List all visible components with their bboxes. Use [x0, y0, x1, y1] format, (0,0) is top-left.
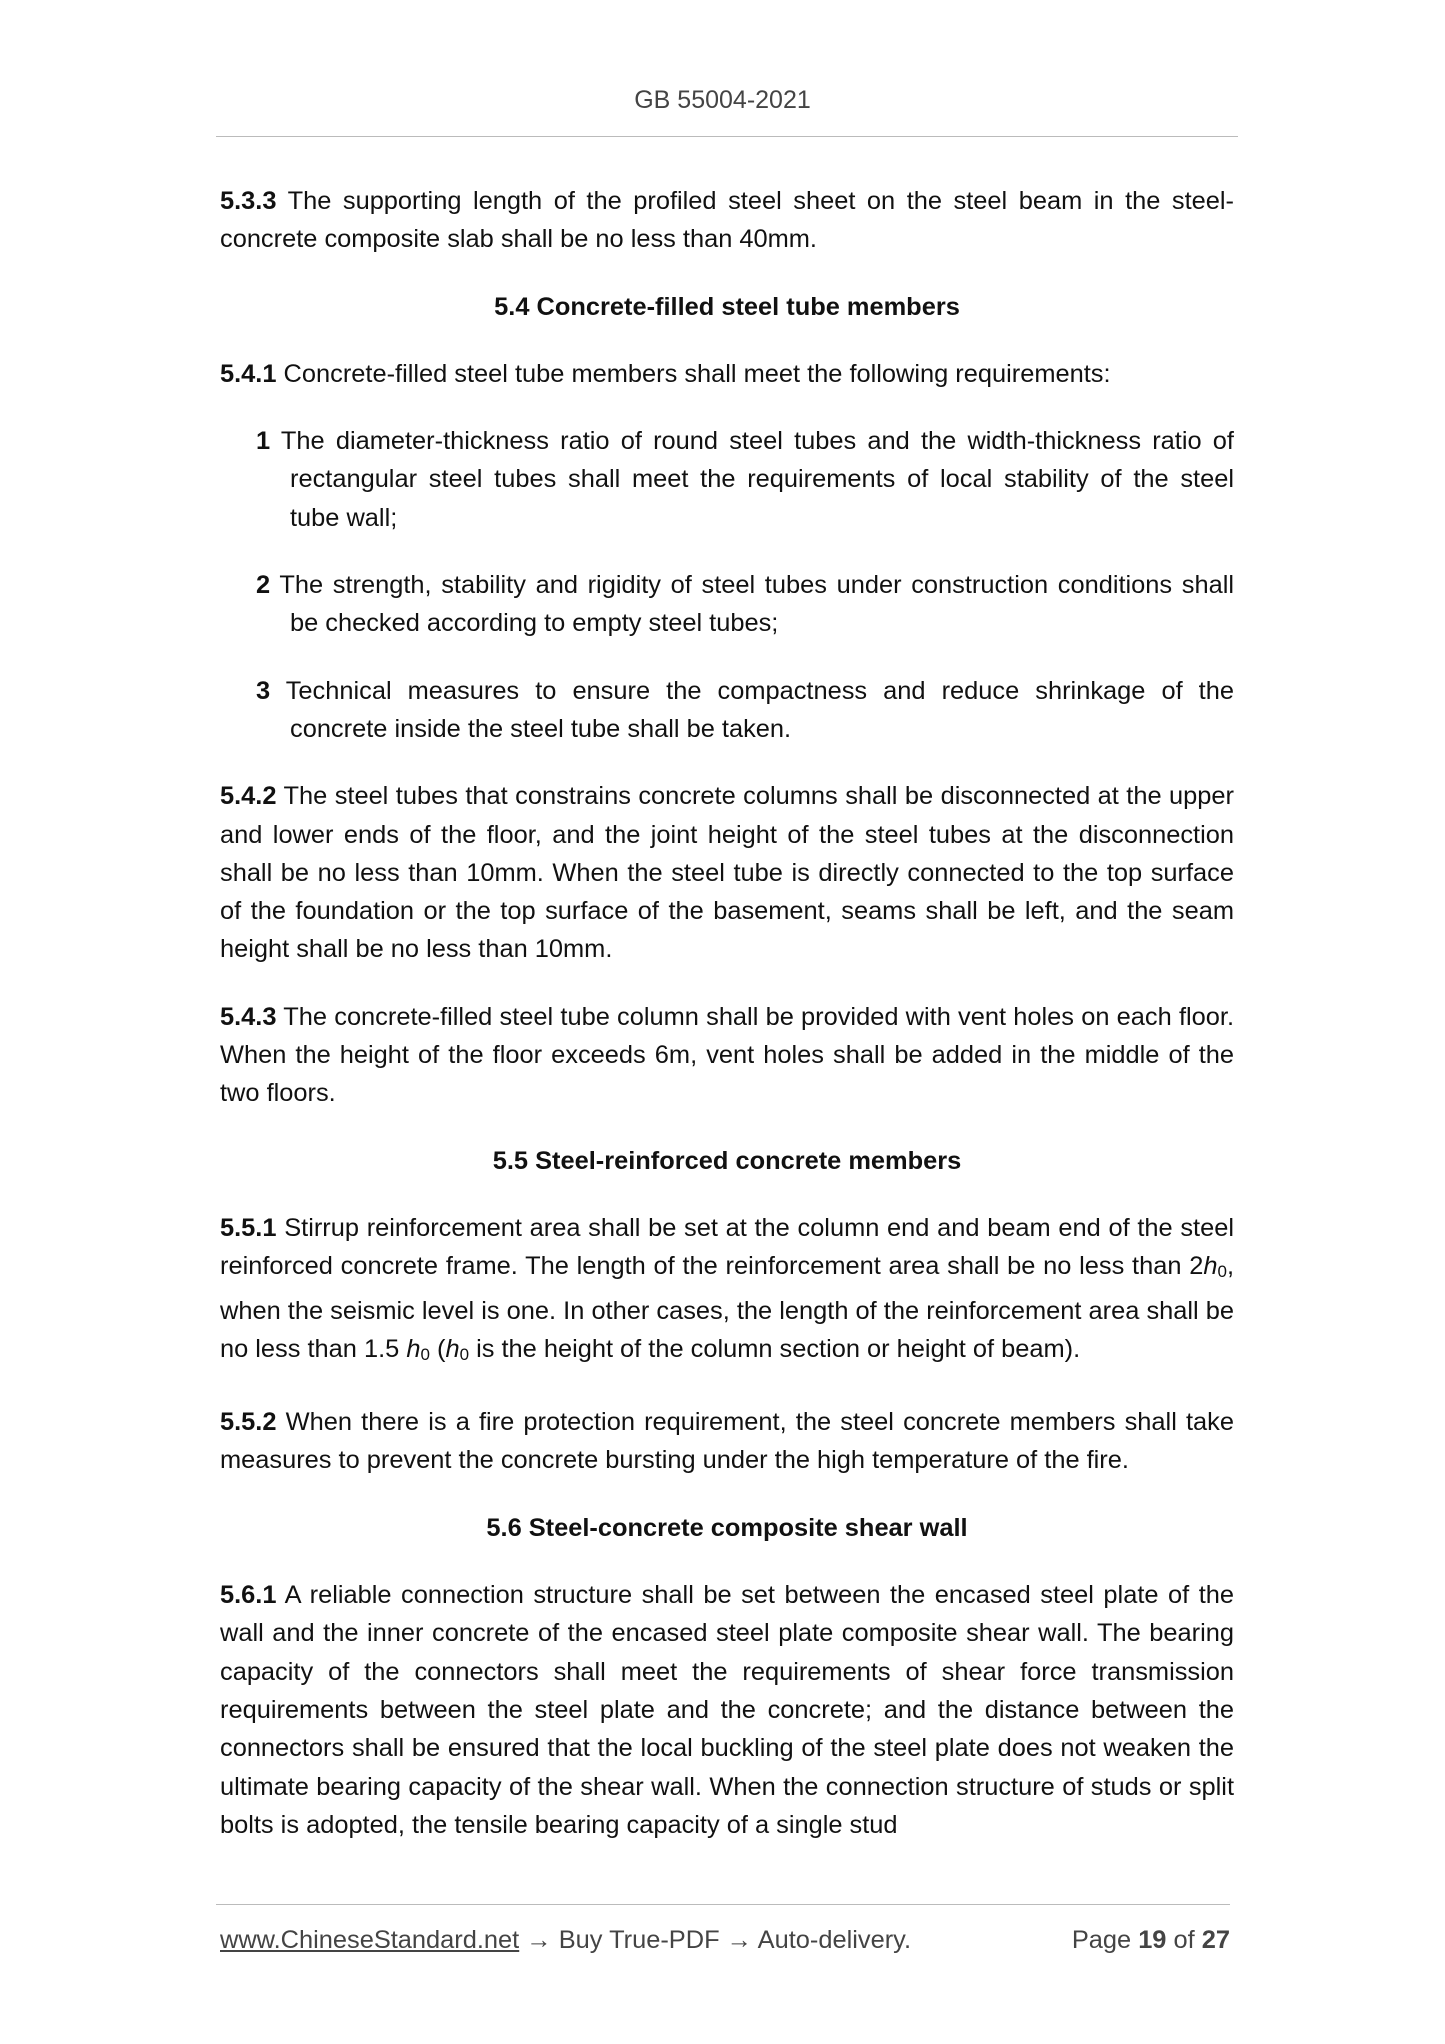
item-number: 3 [256, 676, 271, 705]
clause-number: 5.4.1 [220, 359, 277, 388]
page-number: 19 [1138, 1926, 1167, 1954]
clause-text: When there is a fire protection requirement, the steel concrete members shall take measures to prevent the concrete bursting under the high temperature of the fire. [220, 1408, 1234, 1475]
page-total: 27 [1201, 1926, 1230, 1954]
promo-text: → Buy True-PDF → Auto-delivery. [519, 1926, 912, 1954]
clause-number: 5.3.3 [220, 187, 277, 215]
clause-number: 5.5.1 [220, 1213, 277, 1242]
header-divider [216, 136, 1238, 137]
clause-number: 5.5.2 [220, 1408, 277, 1437]
document-code-header: GB 55004-2021 [634, 86, 811, 114]
item-text: Technical measures to ensure the compactness and reduce shrinkage of the concrete inside the steel tube shall be taken. [285, 676, 1234, 743]
page-content [220, 182, 1234, 1873]
clause-number: 5.6.1 [220, 1581, 277, 1610]
clause-text-part: is the height of the column section or height of beam). [469, 1334, 1081, 1363]
list-item [256, 566, 1234, 643]
clause-text-part: ( [429, 1334, 446, 1363]
subscript-zero: 0 [1217, 1262, 1227, 1282]
clause-text: The supporting length of the profiled steel sheet on the steel beam in the steel-concrete composite slab shall be no less than 40mm. [220, 187, 1234, 254]
subscript-zero: 0 [420, 1344, 430, 1364]
clause-5-4-1 [220, 355, 1234, 393]
section-heading-5-4: 5.4 Concrete-filled steel tube members [494, 292, 960, 321]
of-label: of [1173, 1926, 1195, 1954]
clause-5-4-2 [220, 777, 1234, 968]
clause-text: A reliable connection structure shall be set between the encased steel plate of the wall and the inner concrete of the encased steel plate composite shear wall. The bearing capacity of the connectors shall meet the requirements of shear force transmission requirements between the steel plate and the concrete; and the distance between the connectors shall be ensured that the local buckling of the steel plate does not weaken the ultimate bearing capacity of the shear wall. When the connection structure of studs or split bolts is adopted, the tensile bearing capacity of a single stud [220, 1581, 1234, 1839]
clause-number: 5.4.2 [220, 782, 277, 811]
item-number: 2 [256, 571, 271, 600]
footer-divider [216, 1904, 1230, 1905]
symbol-h: h [1203, 1252, 1218, 1281]
item-text: The diameter-thickness ratio of round steel tubes and the width-thickness ratio of rectangular steel tubes shall meet the requirements of local stability of the steel tube wall; [280, 427, 1234, 532]
clause-5-3-3 [220, 182, 1234, 259]
clause-text-part: Stirrup reinforcement area shall be set at the column end and beam end of the steel reinforced concrete frame. The length of the reinforcement area shall be no less than 2 [220, 1213, 1234, 1281]
clause-text-part: , when the seismic level is one. In other cases, the length of the reinforcement area shall be no less than 1.5 [220, 1252, 1234, 1363]
clause-5-5-1 [220, 1209, 1234, 1374]
clause-text: Concrete-filled steel tube members shall meet the following requirements: [283, 359, 1111, 388]
clause-5-5-2 [220, 1403, 1234, 1480]
symbol-h: h [406, 1334, 421, 1363]
page-label: Page [1071, 1926, 1132, 1954]
page-counter [1072, 1926, 1230, 1955]
section-heading-5-6: 5.6 Steel-concrete composite shear wall [486, 1513, 968, 1542]
item-number: 1 [256, 427, 271, 456]
clause-5-4-3 [220, 998, 1234, 1113]
symbol-h: h [445, 1334, 460, 1363]
list-item [256, 422, 1234, 537]
clause-text: The concrete-filled steel tube column shall be provided with vent holes on each floor. When the height of the floor exceeds 6m, vent holes shall be added in the middle of the two floors. [220, 1002, 1234, 1108]
section-heading-5-5: 5.5 Steel-reinforced concrete members [492, 1146, 962, 1175]
website-link[interactable]: www.ChineseStandard.net [220, 1926, 520, 1954]
clause-number: 5.4.3 [220, 1002, 277, 1031]
list-item [256, 672, 1234, 749]
footer-promo [220, 1926, 911, 1955]
item-text: The strength, stability and rigidity of steel tubes under construction conditions shall be checked according to empty steel tubes; [279, 571, 1234, 638]
clause-text: The steel tubes that constrains concrete columns shall be disconnected at the upper and lower ends of the floor, and the joint height of the steel tubes at the disconnection shall be no less than 10mm. When the steel tube is directly connected to the top surface of the foundation or the top surface of the basement, seams shall be left, and the seam height shall be no less than 10mm. [220, 782, 1234, 964]
subscript-zero: 0 [459, 1344, 470, 1364]
clause-5-6-1 [220, 1576, 1234, 1844]
